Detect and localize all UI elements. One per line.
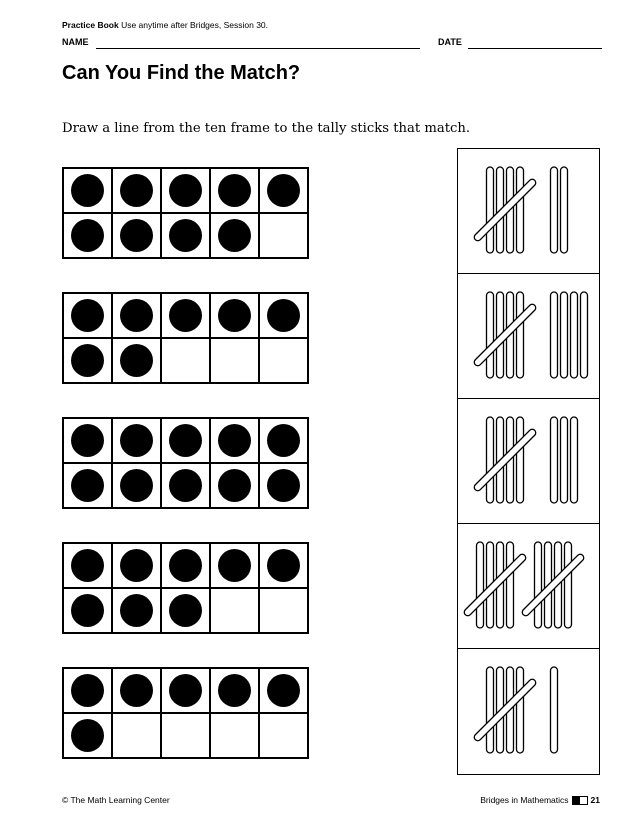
tally-stick	[561, 417, 568, 503]
counter-dot	[71, 719, 104, 752]
ten-frame-cell	[210, 668, 259, 713]
date-label: DATE	[438, 37, 462, 47]
counter-dot	[267, 469, 300, 502]
counter-dot	[218, 424, 251, 457]
ten-frame-cell	[259, 338, 308, 383]
ten-frame-cell	[259, 668, 308, 713]
counter-dot	[71, 549, 104, 582]
tally-slash	[521, 553, 585, 617]
ten-frame-cell	[259, 463, 308, 508]
ten-frame-cell	[210, 293, 259, 338]
name-label: NAME	[62, 37, 89, 47]
page-title: Can You Find the Match?	[62, 62, 301, 84]
tally-stick	[517, 167, 524, 253]
counter-dot	[120, 549, 153, 582]
tally-slash	[473, 178, 537, 242]
series-name: Bridges in Mathematics	[480, 795, 569, 805]
counter-dot	[120, 299, 153, 332]
tally-stick	[487, 417, 494, 503]
copyright: © The Math Learning Center	[62, 795, 170, 805]
ten-frame-cell	[112, 418, 161, 463]
tally-cell[interactable]	[458, 274, 599, 399]
counter-dot	[169, 549, 202, 582]
tally-stick	[487, 292, 494, 378]
tally-drawing	[458, 649, 599, 773]
counter-dot	[71, 594, 104, 627]
counter-dot	[169, 299, 202, 332]
ten-frame-cell	[112, 293, 161, 338]
ten-frame-cell	[161, 338, 210, 383]
counter-dot	[267, 424, 300, 457]
ten-frame-cell	[210, 713, 259, 758]
tally-stick	[517, 667, 524, 753]
ten-frame[interactable]	[62, 542, 309, 634]
tally-stick	[581, 292, 588, 378]
counter-dot	[169, 424, 202, 457]
tally-stick	[561, 292, 568, 378]
tally-stick	[565, 542, 572, 628]
ten-frame-cell	[112, 543, 161, 588]
ten-frame-cell	[161, 418, 210, 463]
counter-dot	[218, 469, 251, 502]
ten-frame-cell	[210, 168, 259, 213]
tally-slash	[473, 678, 537, 742]
counter-dot	[120, 219, 153, 252]
counter-dot	[120, 469, 153, 502]
date-field-line[interactable]	[468, 48, 602, 49]
counter-dot	[120, 424, 153, 457]
tally-drawing	[458, 399, 599, 523]
tally-drawing	[458, 149, 599, 273]
counter-dot	[267, 174, 300, 207]
ten-frame[interactable]	[62, 417, 309, 509]
tally-cell[interactable]	[458, 149, 599, 274]
page-number: 21	[590, 795, 600, 805]
tally-stick	[487, 667, 494, 753]
tally-drawing	[458, 524, 599, 648]
ten-frame-cell	[63, 293, 112, 338]
ten-frame[interactable]	[62, 167, 309, 259]
tally-stick	[551, 667, 558, 753]
ten-frame-cell	[112, 588, 161, 633]
ten-frame-cell	[161, 463, 210, 508]
ten-frame-cell	[259, 713, 308, 758]
counter-dot	[218, 674, 251, 707]
ten-frame-cell	[161, 293, 210, 338]
counter-dot	[218, 549, 251, 582]
counter-dot	[120, 674, 153, 707]
tally-stick	[517, 417, 524, 503]
counter-dot	[218, 174, 251, 207]
ten-frame-cell	[259, 588, 308, 633]
counter-dot	[120, 594, 153, 627]
ten-frame-cell	[161, 168, 210, 213]
tally-stick	[551, 167, 558, 253]
ten-frame-cell	[63, 418, 112, 463]
ten-frame-cell	[112, 463, 161, 508]
ten-frame-cell	[210, 338, 259, 383]
tally-slash	[463, 553, 527, 617]
practice-book-header	[62, 20, 268, 30]
tally-cell[interactable]	[458, 524, 599, 649]
counter-dot	[169, 674, 202, 707]
counter-dot	[169, 469, 202, 502]
ten-frame-cell	[63, 543, 112, 588]
counter-dot	[218, 219, 251, 252]
counter-dot	[120, 174, 153, 207]
tally-slash	[473, 428, 537, 492]
ten-frame-cell	[259, 213, 308, 258]
ten-frame-cell	[210, 543, 259, 588]
ten-frame-cell	[63, 213, 112, 258]
name-date-row	[62, 37, 602, 53]
tally-stick	[551, 417, 558, 503]
tally-slash	[473, 303, 537, 367]
tally-cell[interactable]	[458, 399, 599, 524]
ten-frame-cell	[112, 713, 161, 758]
tally-stick	[487, 167, 494, 253]
counter-dot	[71, 674, 104, 707]
tally-stick	[571, 417, 578, 503]
ten-frame-cell	[63, 463, 112, 508]
ten-frame-cell	[161, 668, 210, 713]
tally-stick	[507, 542, 514, 628]
ten-frame-cell	[210, 463, 259, 508]
instructions: Draw a line from the ten frame to the tally sticks that match.	[62, 121, 471, 136]
counter-dot	[169, 594, 202, 627]
counter-dot	[120, 344, 153, 377]
ten-frame-cell	[63, 668, 112, 713]
ten-frame-cell	[210, 588, 259, 633]
counter-dot	[71, 299, 104, 332]
ten-frame-cell	[259, 418, 308, 463]
ten-frame-cell	[161, 713, 210, 758]
page-footer	[480, 795, 600, 805]
ten-frame-cell	[112, 213, 161, 258]
ten-frame-cell	[161, 213, 210, 258]
counter-dot	[71, 219, 104, 252]
tally-stick	[517, 292, 524, 378]
ten-frame-cell	[210, 213, 259, 258]
tally-stick	[535, 542, 542, 628]
ten-frame[interactable]	[62, 667, 309, 759]
tally-stick	[551, 292, 558, 378]
book-icon	[572, 796, 588, 805]
ten-frame-cell	[112, 668, 161, 713]
counter-dot	[71, 344, 104, 377]
ten-frame-cell	[259, 293, 308, 338]
ten-frame[interactable]	[62, 292, 309, 384]
counter-dot	[169, 174, 202, 207]
name-field-line[interactable]	[96, 48, 420, 49]
counter-dot	[267, 549, 300, 582]
tally-column	[457, 148, 600, 775]
tally-stick	[571, 292, 578, 378]
tally-stick	[477, 542, 484, 628]
ten-frame-cell	[112, 338, 161, 383]
counter-dot	[71, 469, 104, 502]
ten-frame-cell	[63, 338, 112, 383]
counter-dot	[169, 219, 202, 252]
counter-dot	[218, 299, 251, 332]
counter-dot	[267, 674, 300, 707]
book-label: Practice Book	[62, 20, 119, 30]
usage-note: Use anytime after Bridges, Session 30.	[121, 20, 269, 30]
tally-stick	[561, 167, 568, 253]
ten-frame-cell	[259, 168, 308, 213]
tally-cell[interactable]	[458, 649, 599, 774]
counter-dot	[71, 174, 104, 207]
ten-frame-cell	[161, 543, 210, 588]
tally-drawing	[458, 274, 599, 398]
ten-frame-cell	[63, 168, 112, 213]
counter-dot	[71, 424, 104, 457]
ten-frame-cell	[112, 168, 161, 213]
ten-frame-cell	[63, 588, 112, 633]
ten-frame-cell	[210, 418, 259, 463]
counter-dot	[267, 299, 300, 332]
ten-frame-cell	[161, 588, 210, 633]
ten-frame-cell	[63, 713, 112, 758]
ten-frame-cell	[259, 543, 308, 588]
